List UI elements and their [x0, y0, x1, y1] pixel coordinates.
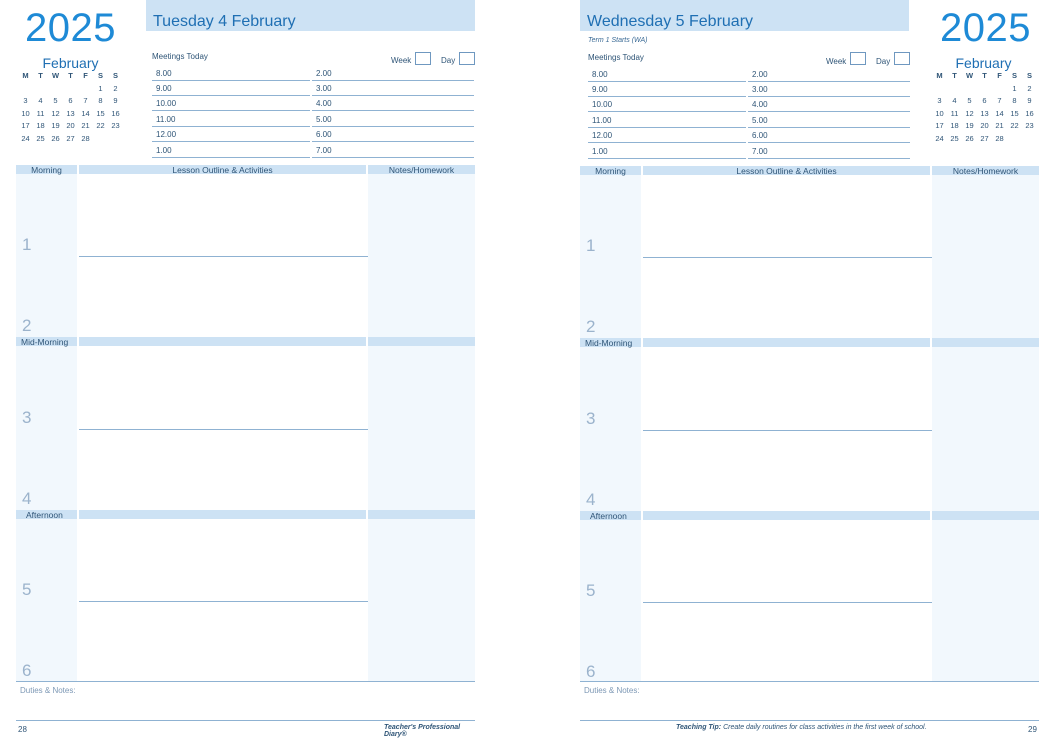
calendar-day [992, 83, 1007, 96]
meeting-time-slot[interactable] [588, 65, 746, 82]
weekday-label: S [1011, 71, 1017, 80]
meeting-time-label: 2.00 [752, 69, 768, 79]
meetings-label: Meetings Today [588, 53, 644, 62]
calendar-day: 14 [81, 108, 90, 118]
session-bar [368, 337, 475, 346]
calendar-day: 4 [952, 96, 957, 106]
notes-column [368, 165, 475, 681]
duties-notes-label: Duties & Notes: [584, 686, 640, 695]
calendar-day: 18 [36, 121, 45, 131]
right-page [580, 0, 1039, 750]
calendar-day: 21 [81, 121, 90, 131]
weekday-label: M [22, 71, 29, 80]
calendar-day: 17 [21, 121, 30, 131]
meeting-time-slot[interactable] [312, 79, 474, 96]
calendar-day [63, 83, 78, 96]
calendar-day: 15 [96, 108, 105, 118]
teaching-tip-text: Create daily routines for class activities in the first week of school. [723, 724, 927, 731]
calendar-day [932, 83, 947, 96]
session-mid-morning-header: Mid-Morning [16, 337, 77, 346]
calendar-day [33, 83, 48, 96]
meeting-time-slot[interactable] [588, 80, 746, 97]
session-bar [79, 510, 366, 519]
meeting-time-label: 2.00 [316, 68, 332, 78]
meeting-time-label: 8.00 [156, 68, 172, 78]
date-title: Tuesday 4 February [153, 13, 296, 30]
meeting-time-slot[interactable] [152, 126, 310, 143]
meeting-time-slot[interactable] [588, 111, 746, 128]
grid-bottom-line [16, 681, 475, 682]
calendar-day: 15 [1010, 108, 1019, 118]
meeting-time-label: 7.00 [316, 145, 332, 155]
meeting-time-label: 4.00 [752, 100, 768, 110]
day-checkbox[interactable] [894, 52, 910, 65]
calendar-day [1007, 133, 1022, 146]
calendar-day: 24 [21, 133, 30, 143]
meeting-time-label: 9.00 [592, 84, 608, 94]
period-number: 6 [586, 662, 596, 681]
meeting-time-slot[interactable] [312, 126, 474, 143]
weekday-label: T [38, 71, 43, 80]
meeting-time-label: 10.00 [156, 99, 177, 109]
calendar-day [93, 133, 108, 146]
session-morning-header: Morning [16, 165, 77, 174]
calendar-day: 21 [995, 121, 1004, 131]
calendar-day: 19 [51, 121, 60, 131]
session-afternoon-header: Afternoon [580, 511, 641, 520]
calendar-day [48, 83, 63, 96]
weekday-label: T [68, 71, 73, 80]
calendar-day: 25 [36, 133, 45, 143]
calendar-day: 3 [23, 96, 28, 106]
meeting-time-label: 9.00 [156, 83, 172, 93]
meeting-time-label: 12.00 [156, 130, 177, 140]
week-checkbox[interactable] [850, 52, 866, 65]
row-divider [79, 429, 368, 430]
calendar-day: 16 [111, 108, 120, 118]
teaching-tip [676, 724, 927, 731]
notes-column [932, 166, 1039, 682]
meeting-time-slot[interactable] [748, 127, 910, 144]
meeting-time-label: 1.00 [156, 145, 172, 155]
period-number: 4 [586, 490, 596, 509]
weekday-label: F [997, 71, 1002, 80]
term-note: Term 1 Starts (WA) [588, 37, 648, 44]
calendar-day: 25 [950, 133, 959, 143]
calendar-day: 23 [1025, 121, 1034, 131]
weekday-label: T [952, 71, 957, 80]
calendar-day [947, 83, 962, 96]
meeting-time-slot[interactable] [152, 110, 310, 127]
lesson-grid [580, 166, 1039, 682]
calendar-day: 8 [98, 96, 103, 106]
notes-column-header: Notes/Homework [932, 166, 1039, 175]
day-label: Day [876, 57, 891, 66]
calendar-day: 26 [51, 133, 60, 143]
meeting-time-label: 7.00 [752, 146, 768, 156]
meeting-time-slot[interactable] [152, 79, 310, 96]
calendar-day: 7 [83, 96, 88, 106]
period-number: 5 [22, 580, 32, 599]
calendar-day: 11 [950, 108, 959, 118]
calendar-day: 16 [1025, 108, 1034, 118]
calendar-day: 11 [36, 108, 45, 118]
meeting-time-slot[interactable] [748, 65, 910, 82]
meeting-time-slot[interactable] [312, 95, 474, 112]
calendar-day: 7 [997, 96, 1002, 106]
period-number: 1 [22, 235, 32, 254]
calendar-day: 18 [950, 121, 959, 131]
meeting-time-slot[interactable] [748, 142, 910, 159]
calendar-day: 5 [53, 96, 58, 106]
row-divider [79, 256, 368, 257]
meeting-time-label: 1.00 [592, 146, 608, 156]
calendar-day [108, 133, 123, 146]
calendar-day: 19 [965, 121, 974, 131]
duties-notes-label: Duties & Notes: [20, 686, 76, 695]
calendar-day: 20 [980, 121, 989, 131]
teaching-tip-label: Teaching Tip: [676, 724, 722, 731]
calendar-day: 26 [965, 133, 974, 143]
lesson-column-header: Lesson Outline & Activities [643, 166, 930, 175]
meeting-time-label: 11.00 [156, 114, 176, 124]
meeting-time-label: 3.00 [316, 83, 332, 93]
meeting-time-label: 8.00 [592, 69, 608, 79]
meeting-time-label: 4.00 [316, 99, 332, 109]
footer-brand: Teacher's Professional Diary® [384, 724, 461, 738]
session-bar [643, 338, 930, 347]
session-morning-header: Morning [580, 166, 641, 175]
calendar-day: 24 [935, 133, 944, 143]
mini-calendar [18, 70, 123, 146]
week-label: Week [391, 56, 412, 65]
period-number: 3 [586, 409, 596, 428]
row-divider [79, 601, 368, 602]
page-number: 29 [1028, 725, 1037, 734]
weekday-label: M [936, 71, 943, 80]
weekday-label: S [112, 71, 118, 80]
calendar-day: 23 [111, 121, 120, 131]
calendar-day: 28 [995, 133, 1004, 143]
calendar-day: 6 [982, 96, 987, 106]
meeting-time-slot[interactable] [152, 64, 310, 81]
weekday-label: S [97, 71, 103, 80]
row-divider [643, 602, 932, 603]
day-label: Day [441, 56, 456, 65]
period-number: 4 [22, 489, 32, 508]
meeting-time-label: 10.00 [592, 100, 613, 110]
lesson-grid [16, 165, 475, 681]
session-afternoon-header: Afternoon [16, 510, 77, 519]
calendar-day: 12 [965, 108, 974, 118]
mini-calendar-month: February [955, 55, 1012, 71]
session-bar [932, 511, 1039, 520]
calendar-day: 1 [1012, 83, 1017, 93]
calendar-day: 2 [1027, 83, 1032, 93]
lesson-column-header: Lesson Outline & Activities [79, 165, 366, 174]
calendar-day: 6 [68, 96, 73, 106]
date-title: Wednesday 5 February [587, 13, 754, 30]
left-page [16, 0, 475, 750]
grid-bottom-line [580, 681, 1039, 682]
calendar-day: 8 [1012, 96, 1017, 106]
calendar-day: 14 [995, 108, 1004, 118]
session-bar [368, 510, 475, 519]
calendar-day: 5 [967, 96, 972, 106]
mini-calendar-month: February [42, 55, 99, 71]
meeting-time-slot[interactable] [312, 64, 474, 81]
meeting-time-slot[interactable] [748, 80, 910, 97]
meeting-time-slot[interactable] [748, 96, 910, 113]
year-heading: 2025 [940, 6, 1031, 50]
calendar-day: 22 [96, 121, 105, 131]
period-number: 6 [22, 661, 32, 680]
meeting-time-label: 6.00 [752, 131, 768, 141]
calendar-day: 2 [113, 83, 118, 93]
period-number: 2 [586, 317, 596, 336]
meeting-time-slot[interactable] [588, 142, 746, 159]
meeting-time-label: 5.00 [752, 115, 768, 125]
weekday-label: S [1026, 71, 1032, 80]
calendar-day: 17 [935, 121, 944, 131]
meeting-time-label: 3.00 [752, 84, 768, 94]
calendar-day: 4 [38, 96, 43, 106]
row-divider [643, 430, 932, 431]
meeting-time-slot[interactable] [152, 95, 310, 112]
session-bar [932, 338, 1039, 347]
calendar-day: 13 [66, 108, 75, 118]
session-mid-morning-header: Mid-Morning [580, 338, 641, 347]
meeting-time-label: 12.00 [592, 131, 613, 141]
period-number: 2 [22, 316, 32, 335]
meetings-label: Meetings Today [152, 52, 208, 61]
footer-rule [16, 720, 475, 721]
calendar-day [977, 83, 992, 96]
calendar-day: 22 [1010, 121, 1019, 131]
footer-rule [580, 720, 1039, 721]
session-bar [643, 511, 930, 520]
calendar-day: 9 [1027, 96, 1032, 106]
date-header [580, 0, 909, 31]
calendar-day: 27 [980, 133, 989, 143]
calendar-day: 20 [66, 121, 75, 131]
calendar-day: 3 [937, 96, 942, 106]
meeting-time-slot[interactable] [588, 127, 746, 144]
year-heading: 2025 [25, 6, 116, 50]
calendar-day: 9 [113, 96, 118, 106]
weekday-label: W [965, 71, 974, 80]
calendar-day: 28 [81, 133, 90, 143]
weekday-label: F [83, 71, 88, 80]
date-header [146, 0, 475, 31]
calendar-day [962, 83, 977, 96]
page-number: 28 [18, 725, 27, 734]
period-number: 5 [586, 581, 596, 600]
weekday-label: W [51, 71, 60, 80]
meeting-time-label: 5.00 [316, 114, 332, 124]
meeting-time-label: 6.00 [316, 130, 332, 140]
calendar-day: 10 [21, 108, 30, 118]
meeting-time-slot[interactable] [312, 141, 474, 158]
calendar-day: 12 [51, 108, 60, 118]
meeting-time-slot[interactable] [748, 111, 910, 128]
notes-column-header: Notes/Homework [368, 165, 475, 174]
calendar-day: 27 [66, 133, 75, 143]
calendar-day [1022, 133, 1037, 146]
meeting-time-slot[interactable] [152, 141, 310, 158]
meeting-time-slot[interactable] [312, 110, 474, 127]
meeting-time-label: 11.00 [592, 115, 612, 125]
calendar-day [78, 83, 93, 96]
week-label: Week [826, 57, 847, 66]
meeting-time-slot[interactable] [588, 96, 746, 113]
calendar-day: 1 [98, 83, 103, 93]
calendar-day: 10 [935, 108, 944, 118]
session-bar [79, 337, 366, 346]
calendar-day [18, 83, 33, 96]
calendar-day: 13 [980, 108, 989, 118]
weekday-label: T [982, 71, 987, 80]
period-number: 1 [586, 236, 596, 255]
mini-calendar [932, 70, 1037, 146]
period-number: 3 [22, 408, 32, 427]
row-divider [643, 257, 932, 258]
